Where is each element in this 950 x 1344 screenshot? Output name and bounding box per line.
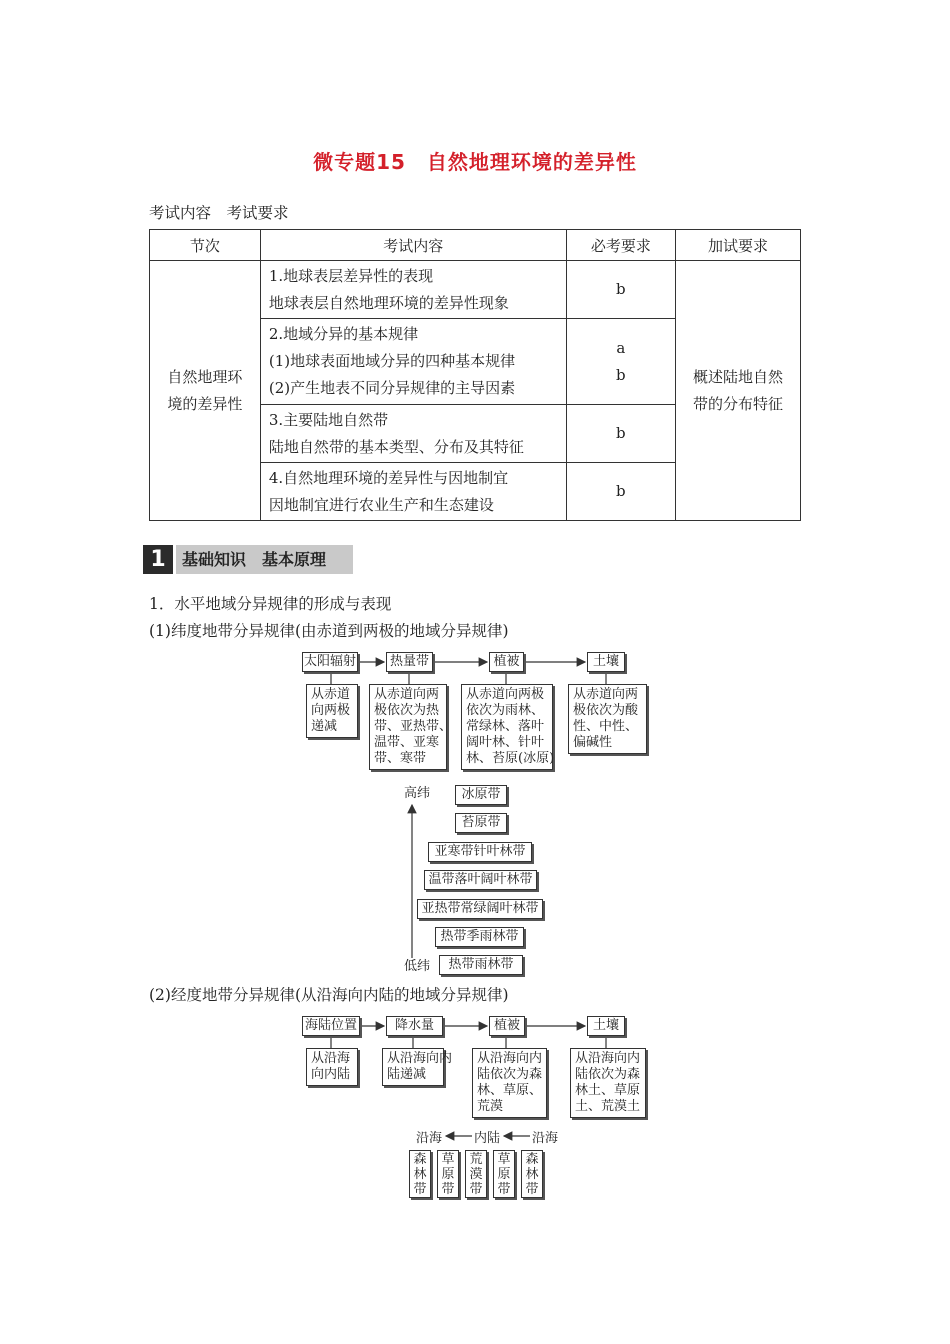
axis-inland: 内陆 — [474, 1131, 501, 1146]
col-char: 草 — [441, 1152, 455, 1167]
detail-line: 依次为雨林、 — [466, 703, 545, 718]
table-row — [150, 261, 801, 319]
zone-subarctic-conifer: 亚寒带针叶林带 — [428, 842, 532, 862]
detail-line: 从沿海向内 — [387, 1051, 453, 1066]
detail-line: 向两极 — [311, 703, 351, 718]
content-cell — [260, 463, 566, 521]
detail-line: 林、苔原(冰原) — [466, 751, 555, 766]
col-char: 原 — [497, 1167, 511, 1182]
col-char: 林 — [525, 1167, 539, 1182]
flow2-detail — [472, 1048, 547, 1118]
detail-line: 陆依次为森 — [477, 1067, 543, 1082]
col-char: 带 — [469, 1182, 483, 1197]
flow1-detail — [369, 684, 453, 770]
detail-line: 温带、亚寒 — [374, 735, 440, 750]
exam-label: 考试内容 考试要求 — [149, 204, 289, 222]
detail-line: 递减 — [311, 719, 338, 734]
content-cell — [260, 405, 566, 463]
flow2-head-precipitation: 降水量 — [386, 1016, 443, 1036]
section-line: 自然地理环 — [167, 367, 243, 386]
zone-tropical-monsoon-forest: 热带季雨林带 — [435, 927, 524, 947]
required-cell — [566, 405, 675, 463]
detail-line: 从赤道向两极 — [466, 687, 545, 702]
col-grassland — [437, 1150, 459, 1198]
required-value: b — [616, 424, 626, 442]
content-line: (2)产生地表不同分异规律的主导因素 — [268, 379, 516, 397]
exam-table — [149, 229, 801, 521]
required-cell — [566, 463, 675, 521]
required-value: b — [616, 365, 626, 384]
header-required: 必考要求 — [566, 230, 675, 261]
col-char: 带 — [497, 1182, 511, 1197]
flow1-detail — [461, 684, 553, 770]
col-char: 漠 — [469, 1167, 483, 1182]
detail-line: 性、中性、 — [573, 719, 639, 734]
axis-coast-left: 沿海 — [416, 1131, 443, 1146]
section-number-badge: 1 — [143, 545, 173, 574]
page-title: 微专题15 自然地理环境的差异性 — [313, 150, 637, 174]
required-cell — [566, 319, 675, 405]
detail-line: 林土、草原 — [575, 1083, 641, 1098]
heading-horizontal-rule: 1．水平地域分异规律的形成与表现 — [149, 595, 392, 613]
detail-line: 阔叶林、针叶 — [466, 735, 545, 750]
extra-line: 带的分布特征 — [693, 394, 784, 413]
required-value: b — [616, 280, 626, 298]
content-line: 1.地球表层差异性的表现 — [268, 266, 434, 285]
zone-tropical-rainforest: 热带雨林带 — [439, 955, 523, 975]
high-latitude-label: 高纬 — [404, 786, 431, 801]
flow1-head-solar-radiation: 太阳辐射 — [302, 652, 358, 672]
content-line: 因地制宜进行农业生产和生态建设 — [268, 495, 494, 514]
required-value: a — [616, 338, 626, 357]
col-char: 荒 — [469, 1152, 483, 1167]
header-extra: 加试要求 — [676, 230, 801, 261]
header-section: 节次 — [150, 230, 261, 261]
content-line: 2.地域分异的基本规律 — [268, 325, 419, 343]
content-cell — [260, 261, 566, 319]
zone-ice: 冰原带 — [455, 785, 507, 805]
subheading-longitudinal: (2)经度地带分异规律(从沿海向内陆的地域分异规律) — [149, 986, 509, 1004]
col-char: 森 — [525, 1152, 539, 1167]
zone-tundra: 苔原带 — [455, 813, 507, 833]
detail-line: 从赤道 — [311, 687, 351, 702]
col-char: 带 — [413, 1182, 427, 1197]
detail-line: 从赤道向两 — [374, 687, 440, 702]
subheading-latitudinal: (1)纬度地带分异规律(由赤道到两极的地域分异规律) — [149, 622, 509, 640]
detail-line: 从沿海向内 — [477, 1051, 543, 1066]
axis-coast-right: 沿海 — [532, 1131, 559, 1146]
content-cell — [260, 319, 566, 405]
extra-cell — [676, 261, 801, 521]
flow2-detail — [382, 1048, 453, 1086]
extra-line: 概述陆地自然 — [693, 367, 784, 386]
table-header-row — [150, 230, 801, 261]
detail-line: 土、荒漠土 — [575, 1099, 641, 1114]
section-line: 境的差异性 — [167, 394, 243, 413]
col-char: 森 — [413, 1152, 427, 1167]
required-cell — [566, 261, 675, 319]
section-cell — [150, 261, 261, 521]
zone-temperate-deciduous: 温带落叶阔叶林带 — [424, 870, 537, 890]
content-line: (1)地球表面地域分异的四种基本规律 — [268, 352, 516, 370]
flow2-head-location: 海陆位置 — [302, 1016, 360, 1036]
detail-line: 极依次为酸 — [573, 703, 639, 718]
detail-line: 从赤道向两 — [573, 687, 639, 702]
flow1-head-heat-zone: 热量带 — [386, 652, 433, 672]
col-char: 带 — [525, 1182, 539, 1197]
detail-line: 陆递减 — [387, 1067, 427, 1082]
flow1-head-soil: 土壤 — [587, 652, 625, 672]
section-heading: 基础知识 基本原理 — [176, 545, 353, 574]
content-line: 3.主要陆地自然带 — [268, 410, 389, 429]
detail-line: 常绿林、落叶 — [466, 719, 545, 734]
header-content: 考试内容 — [260, 230, 566, 261]
detail-line: 带、寒带 — [374, 751, 427, 766]
zone-subtropical-evergreen: 亚热带常绿阔叶林带 — [417, 899, 543, 919]
detail-line: 从沿海 — [311, 1051, 351, 1066]
required-value: b — [616, 482, 626, 500]
col-char: 原 — [441, 1167, 455, 1182]
col-char: 带 — [441, 1182, 455, 1197]
detail-line: 陆依次为森 — [575, 1067, 641, 1082]
detail-line: 极依次为热 — [374, 703, 440, 718]
flow2-head-vegetation: 植被 — [489, 1016, 525, 1036]
detail-line: 林、草原、 — [477, 1083, 543, 1098]
content-line: 地球表层自然地理环境的差异性现象 — [268, 293, 509, 312]
col-grassland — [493, 1150, 515, 1198]
flow2-detail — [570, 1048, 646, 1118]
flow1-head-vegetation: 植被 — [489, 652, 524, 672]
detail-line: 带、亚热带、 — [374, 719, 453, 734]
detail-line: 荒漠 — [477, 1099, 504, 1114]
content-line: 4.自然地理环境的差异性与因地制宜 — [268, 468, 509, 487]
detail-line: 向内陆 — [311, 1067, 351, 1082]
flow1-detail — [306, 684, 358, 738]
col-char: 草 — [497, 1152, 511, 1167]
flow2-detail — [306, 1048, 358, 1086]
col-char: 林 — [413, 1167, 427, 1182]
col-desert — [465, 1150, 487, 1198]
detail-line: 偏碱性 — [573, 735, 613, 750]
detail-line: 从沿海向内 — [575, 1051, 641, 1066]
flow1-detail — [568, 684, 647, 754]
content-line: 陆地自然带的基本类型、分布及其特征 — [268, 437, 524, 456]
flow2-head-soil: 土壤 — [587, 1016, 625, 1036]
col-forest — [409, 1150, 431, 1198]
col-forest — [521, 1150, 543, 1198]
low-latitude-label: 低纬 — [404, 959, 431, 974]
